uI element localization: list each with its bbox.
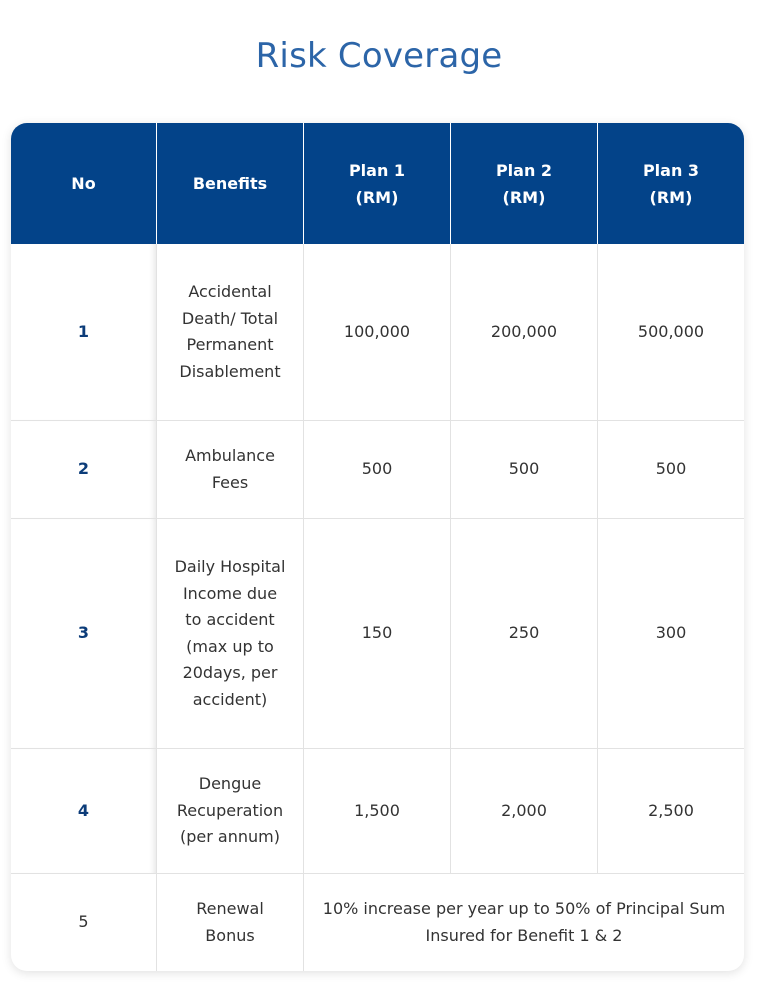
table-header-row: [11, 123, 744, 244]
plan-3-value: 300: [655, 623, 687, 643]
header-plan-1: Plan 1 (RM): [304, 123, 451, 244]
plan-1-value: 1,500: [304, 749, 451, 873]
plan-1-value: 500: [304, 421, 451, 518]
plan-3-value: 2,500: [648, 800, 694, 820]
row-number: 2: [11, 421, 157, 518]
plan-1-value: 100,000: [304, 244, 451, 420]
plan-1-value: 150: [304, 519, 451, 748]
row-number: 4: [11, 749, 157, 873]
renewal-bonus-text: 10% increase per year up to 50% of Principal Sum Insured for Benefit 1 & 2: [322, 899, 726, 945]
row-number: 5: [11, 874, 157, 971]
row-number: 3: [11, 519, 157, 748]
plan-3-value: 500,000: [637, 321, 705, 341]
plan-2-value: 200,000: [451, 244, 598, 420]
benefit-cell: [157, 244, 304, 420]
plan-2-value: 250: [451, 519, 598, 748]
table-row: [11, 519, 744, 749]
header-benefits: Benefits: [157, 123, 304, 244]
benefit-text: Daily Hospital Income due to accident (max up to 20days, per accident): [174, 557, 286, 709]
benefit-cell: [157, 519, 304, 748]
header-no: No: [11, 123, 157, 244]
benefit-cell: [157, 749, 304, 873]
table-row: [11, 874, 744, 971]
risk-coverage-table: [11, 123, 744, 971]
header-plan-3: Plan 3 (RM): [642, 160, 700, 207]
page-title: Risk Coverage: [255, 36, 503, 76]
benefit-text: Ambulance Fees: [185, 446, 275, 492]
benefit-cell: [157, 874, 304, 971]
merged-plan-value: [304, 874, 744, 971]
benefit-text: Accidental Death/ Total Permanent Disablement: [179, 282, 281, 381]
table-row: [11, 749, 744, 874]
plan-3-value: 500: [655, 459, 687, 479]
header-plan-2: Plan 2 (RM): [451, 123, 598, 244]
plan-2-value: 500: [451, 421, 598, 518]
benefit-cell: [157, 421, 304, 518]
table-row: [11, 421, 744, 519]
benefit-text: Renewal Bonus: [196, 899, 264, 945]
table-row: [11, 244, 744, 421]
plan-2-value: 2,000: [451, 749, 598, 873]
benefit-text: Dengue Recuperation (per annum): [176, 774, 284, 847]
row-number: 1: [11, 244, 157, 420]
